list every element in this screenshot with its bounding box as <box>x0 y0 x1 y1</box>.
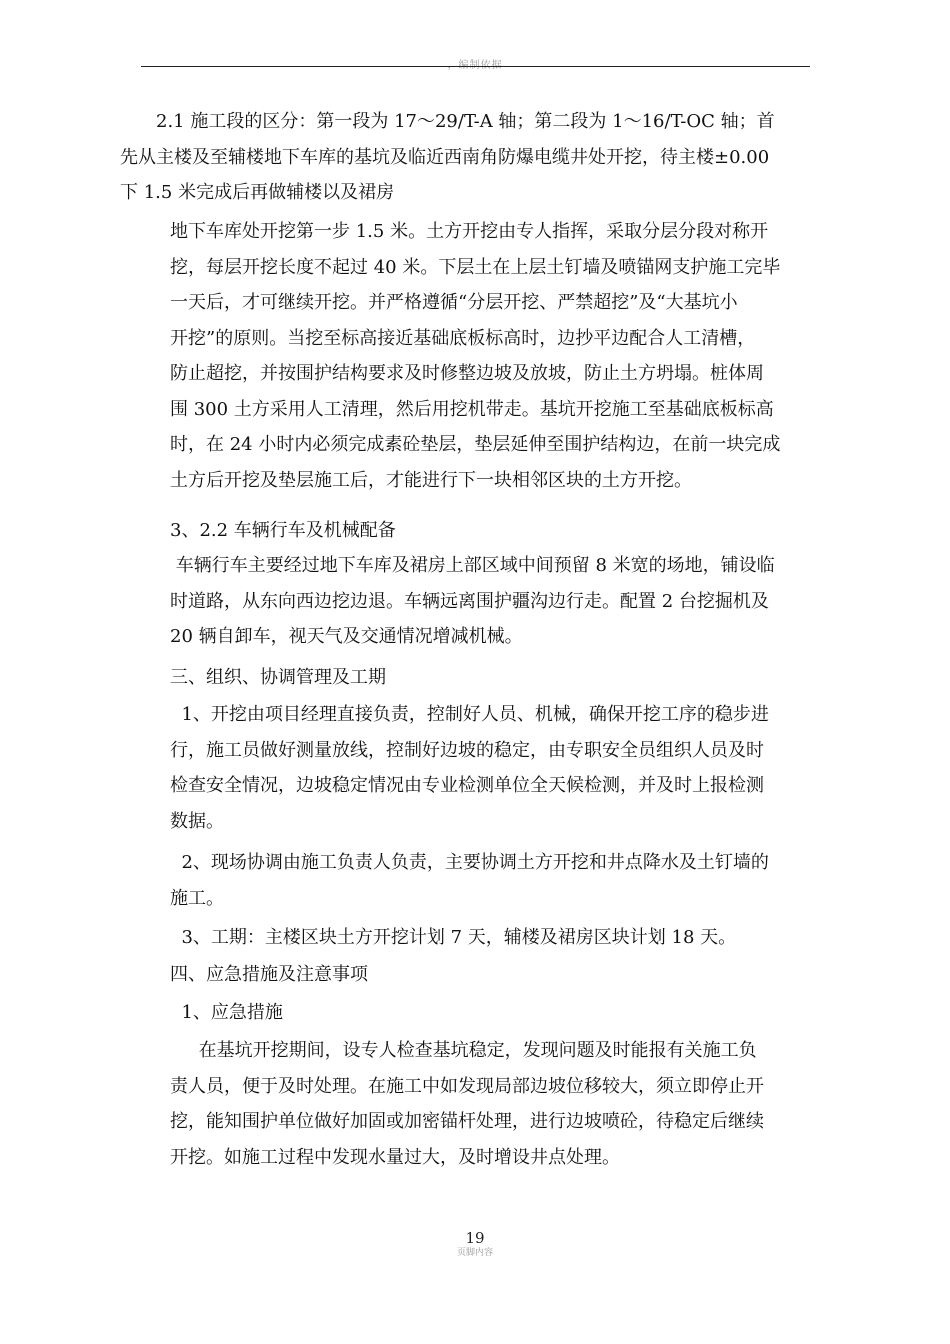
text-line: 1、开挖由项目经理直接负责，控制好人员、机械，确保开挖工序的稳步进 <box>170 704 769 725</box>
text-line: 车辆行车主要经过地下车库及裙房上部区域中间预留 8 米宽的场地，铺设临 <box>170 555 775 576</box>
text-line: 开挖。如施工过程中发现水量过大，及时增设井点处理。 <box>170 1146 620 1168</box>
text-line: 防止超挖，并按围护结构要求及时修整边坡及放坡，防止土方坍塌。桩体周 <box>170 363 764 384</box>
text-line: 下 1.5 米完成后再做辅楼以及裙房 <box>120 182 395 203</box>
text-line: 检查安全情况，边坡稳定情况由专业检测单位全天候检测，并及时上报检测 <box>170 775 764 796</box>
text-line: 开挖”的原则。当挖至标高接近基础底板标高时，边抄平边配合人工清槽， <box>170 327 756 349</box>
text-line: 围 300 土方采用人工清理，然后用挖机带走。基坑开挖施工至基础底板标高 <box>170 398 774 420</box>
text-line: 数据。 <box>170 810 224 832</box>
paragraph-emergency <box>170 1033 810 1175</box>
text-line: 2.1 施工段的区分：第一段为 17～29/T-A 轴；第二段为 1～16/T-OC 轴；首 <box>156 111 775 132</box>
paragraph-org-2 <box>170 845 810 916</box>
page-number: 19 <box>465 1229 485 1247</box>
text-line: 20 辆自卸车，视天气及交通情况增减机械。 <box>170 626 523 647</box>
text-line: 先从主楼及至辅楼地下车库的基坑及临近西南角防爆电缆井处开挖，待主楼±0.00 <box>120 146 770 168</box>
paragraph-2-1 <box>120 104 810 211</box>
page-header-text: ，编制依据 <box>447 60 503 71</box>
heading-section-3: 三、组织、协调管理及工期 <box>170 667 386 688</box>
text-line: 时道路，从东向西边挖边退。车辆远离围护疆沟边行走。配置 2 台挖掘机及 <box>170 590 769 612</box>
paragraph-vehicles <box>170 548 810 655</box>
text-line: 时，在 24 小时内必须完成素砼垫层，垫层延伸至围护结构边，在前一块完成 <box>170 434 781 455</box>
text-line: 地下车库处开挖第一步 1.5 米。土方开挖由专人指挥，采取分层分段对称开 <box>170 221 769 242</box>
heading-section-4: 四、应急措施及注意事项 <box>170 964 368 985</box>
text-line: 在基坑开挖期间，设专人检查基坑稳定，发现问题及时能报有关施工负 <box>170 1040 757 1061</box>
text-line: 挖，每层开挖长度不起过 40 米。下层土在上层土钉墙及喷锚网支护施工完毕 <box>170 256 781 278</box>
paragraph-org-1 <box>170 697 810 839</box>
heading-emergency: 1、应急措施 <box>170 1002 283 1023</box>
heading-2-2: 3、2.2 车辆行车及机械配备 <box>170 520 396 541</box>
text-line: 行，施工员做好测量放线，控制好边坡的稳定，由专职安全员组织人员及时 <box>170 739 764 761</box>
paragraph-org-3: 3、工期：主楼区块土方开挖计划 7 天，辅楼及裙房区块计划 18 天。 <box>170 927 737 948</box>
text-line: 施工。 <box>170 887 224 909</box>
text-line: 责人员，便于及时处理。在施工中如发现局部边坡位移较大，须立即停止开 <box>170 1075 764 1097</box>
text-line: 挖，能知围护单位做好加固或加密锚杆处理，进行边坡喷砼，待稳定后继续 <box>170 1111 764 1132</box>
text-line: 一天后，才可继续开挖。并严格遵循“分层开挖、严禁超挖”及“大基坑小 <box>170 292 738 313</box>
paragraph-excavation <box>170 214 810 498</box>
header-rule <box>141 66 810 67</box>
text-line: 2、现场协调由施工负责人负责，主要协调土方开挖和井点降水及土钉墙的 <box>170 852 769 873</box>
footer-text: 页脚内容 <box>456 1248 493 1258</box>
text-line: 土方后开挖及垫层施工后，才能进行下一块相邻区块的土方开挖。 <box>170 469 692 491</box>
